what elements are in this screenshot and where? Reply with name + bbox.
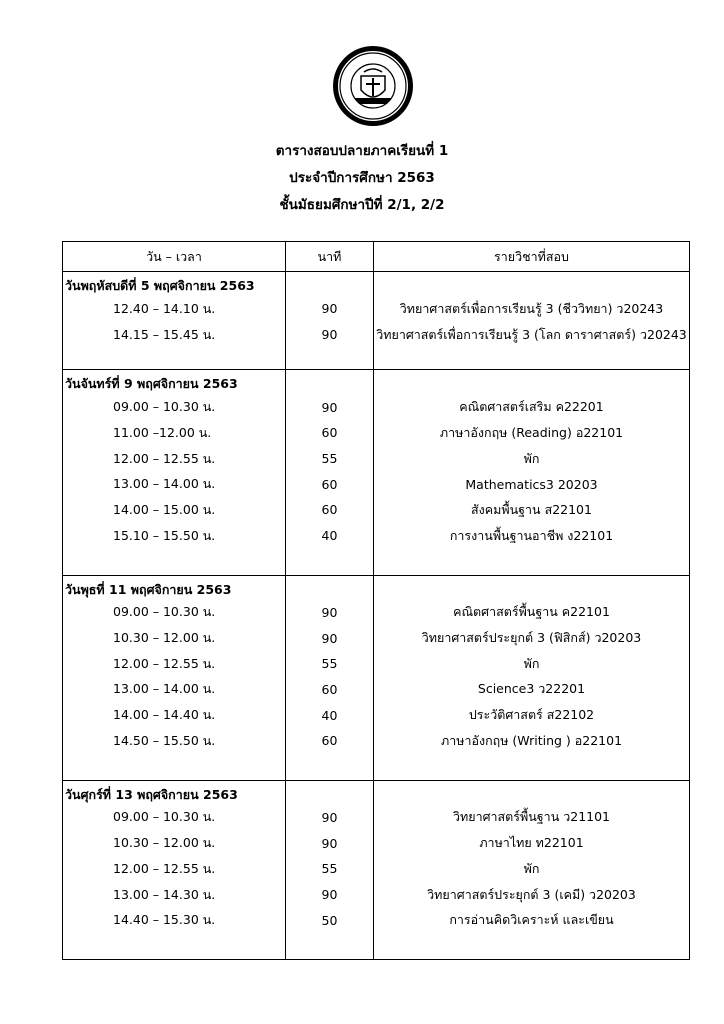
exam-subject: สังคมพื้นฐาน ส22101 xyxy=(374,497,690,523)
exam-minutes: 90 xyxy=(286,322,374,348)
exam-row xyxy=(63,882,690,908)
exam-row xyxy=(63,420,690,446)
exam-minutes: 90 xyxy=(286,805,374,831)
empty-cell xyxy=(63,933,286,960)
header-day-time: วัน – เวลา xyxy=(63,242,286,272)
day-label: วันจันทร์ที่ 9 พฤศจิกายน 2563 xyxy=(63,370,286,395)
exam-minutes: 90 xyxy=(286,296,374,322)
empty-cell xyxy=(286,272,374,297)
exam-time: 09.00 – 10.30 น. xyxy=(63,394,286,420)
empty-cell xyxy=(374,933,690,960)
exam-subject: พัก xyxy=(374,651,690,677)
academic-year: ประจำปีการศึกษา 2563 xyxy=(289,170,435,186)
empty-cell xyxy=(286,780,374,805)
exam-subject: ประวัติศาสตร์ ส22102 xyxy=(374,702,690,728)
exam-row xyxy=(63,446,690,472)
exam-time: 12.00 – 12.55 น. xyxy=(63,651,286,677)
exam-time: 11.00 –12.00 น. xyxy=(63,420,286,446)
exam-subject: พัก xyxy=(374,446,690,472)
exam-subject: Science3 ว22201 xyxy=(374,677,690,703)
empty-cell xyxy=(374,549,690,576)
exam-subject: คณิตศาสตร์เสริม ค22201 xyxy=(374,394,690,420)
day-label: วันพุธที่ 11 พฤศจิกายน 2563 xyxy=(63,575,286,600)
exam-subject: วิทยาศาสตร์พื้นฐาน ว21101 xyxy=(374,805,690,831)
exam-subject: วิทยาศาสตร์ประยุกต์ 3 (เคมี) ว20203 xyxy=(374,882,690,908)
exam-row xyxy=(63,651,690,677)
exam-row xyxy=(63,625,690,651)
exam-subject: วิทยาศาสตร์เพื่อการเรียนรู้ 3 (โลก ดาราศาสตร์) ว20243 xyxy=(374,322,690,348)
exam-time: 14.15 – 15.45 น. xyxy=(63,322,286,348)
day-row xyxy=(63,780,690,805)
day-separator xyxy=(63,933,690,960)
day-row xyxy=(63,370,690,395)
exam-minutes: 55 xyxy=(286,651,374,677)
exam-time: 14.00 – 15.00 น. xyxy=(63,497,286,523)
exam-row xyxy=(63,805,690,831)
day-row xyxy=(63,272,690,297)
exam-row xyxy=(63,523,690,549)
exam-minutes: 55 xyxy=(286,856,374,882)
day-label: วันศุกร์ที่ 13 พฤศจิกายน 2563 xyxy=(63,780,286,805)
empty-cell xyxy=(286,347,374,370)
exam-row xyxy=(63,856,690,882)
exam-subject: Mathematics3 20203 xyxy=(374,471,690,497)
exam-time: 12.40 – 14.10 น. xyxy=(63,296,286,322)
empty-cell xyxy=(374,370,690,395)
exam-row xyxy=(63,728,690,754)
exam-schedule-table xyxy=(62,241,690,960)
exam-time: 12.00 – 12.55 น. xyxy=(63,446,286,472)
header-subject: รายวิชาที่สอบ xyxy=(374,242,690,272)
exam-row xyxy=(63,830,690,856)
table-header-row xyxy=(63,242,690,272)
exam-subject: คณิตศาสตร์พื้นฐาน ค22101 xyxy=(374,600,690,626)
exam-row xyxy=(63,600,690,626)
exam-subject: ภาษาอังกฤษ (Reading) อ22101 xyxy=(374,420,690,446)
exam-minutes: 60 xyxy=(286,471,374,497)
exam-row xyxy=(63,907,690,933)
day-separator xyxy=(63,347,690,370)
exam-minutes: 90 xyxy=(286,394,374,420)
exam-minutes: 90 xyxy=(286,882,374,908)
exam-minutes: 55 xyxy=(286,446,374,472)
empty-cell xyxy=(63,754,286,781)
empty-cell xyxy=(63,549,286,576)
exam-title: ตารางสอบปลายภาคเรียนที่ 1 xyxy=(275,143,449,159)
exam-subject: วิทยาศาสตร์เพื่อการเรียนรู้ 3 (ชีววิทยา) ว20243 xyxy=(374,296,690,322)
empty-cell xyxy=(286,933,374,960)
day-row xyxy=(63,575,690,600)
exam-minutes: 60 xyxy=(286,497,374,523)
exam-time: 13.00 – 14.00 น. xyxy=(63,471,286,497)
empty-cell xyxy=(286,575,374,600)
exam-minutes: 60 xyxy=(286,420,374,446)
day-separator xyxy=(63,549,690,576)
empty-cell xyxy=(286,754,374,781)
empty-cell xyxy=(374,780,690,805)
exam-subject: ภาษาไทย ท22101 xyxy=(374,830,690,856)
empty-cell xyxy=(374,347,690,370)
exam-subject: การงานพื้นฐานอาชีพ ง22101 xyxy=(374,523,690,549)
exam-row xyxy=(63,471,690,497)
exam-row xyxy=(63,677,690,703)
exam-row xyxy=(63,702,690,728)
day-label: วันพฤหัสบดีที่ 5 พฤศจิกายน 2563 xyxy=(63,272,286,297)
exam-minutes: 60 xyxy=(286,677,374,703)
exam-minutes: 60 xyxy=(286,728,374,754)
exam-row xyxy=(63,394,690,420)
exam-time: 09.00 – 10.30 น. xyxy=(63,600,286,626)
exam-row xyxy=(63,296,690,322)
exam-minutes: 90 xyxy=(286,600,374,626)
empty-cell xyxy=(286,549,374,576)
empty-cell xyxy=(374,754,690,781)
exam-row xyxy=(63,322,690,348)
grade-level: ชั้นมัธยมศึกษาปีที่ 2/1, 2/2 xyxy=(279,197,445,213)
header-minutes: นาที xyxy=(286,242,374,272)
exam-time: 10.30 – 12.00 น. xyxy=(63,830,286,856)
empty-cell xyxy=(63,347,286,370)
exam-subject: พัก xyxy=(374,856,690,882)
exam-time: 13.00 – 14.00 น. xyxy=(63,677,286,703)
exam-subject: ภาษาอังกฤษ (Writing ) อ22101 xyxy=(374,728,690,754)
exam-subject: การอ่านคิดวิเคราะห์ และเขียน xyxy=(374,907,690,933)
exam-minutes: 50 xyxy=(286,907,374,933)
exam-time: 14.50 – 15.50 น. xyxy=(63,728,286,754)
exam-time: 15.10 – 15.50 น. xyxy=(63,523,286,549)
exam-minutes: 90 xyxy=(286,625,374,651)
day-separator xyxy=(63,754,690,781)
exam-time: 14.40 – 15.30 น. xyxy=(63,907,286,933)
exam-minutes: 40 xyxy=(286,702,374,728)
exam-time: 14.00 – 14.40 น. xyxy=(63,702,286,728)
exam-row xyxy=(63,497,690,523)
exam-subject: วิทยาศาสตร์ประยุกต์ 3 (ฟิสิกส์) ว20203 xyxy=(374,625,690,651)
exam-time: 10.30 – 12.00 น. xyxy=(63,625,286,651)
empty-cell xyxy=(286,370,374,395)
exam-time: 13.00 – 14.30 น. xyxy=(63,882,286,908)
exam-time: 09.00 – 10.30 น. xyxy=(63,805,286,831)
empty-cell xyxy=(374,575,690,600)
exam-minutes: 90 xyxy=(286,830,374,856)
school-logo xyxy=(331,44,415,128)
exam-minutes: 40 xyxy=(286,523,374,549)
document-title-block xyxy=(0,138,724,219)
empty-cell xyxy=(374,272,690,297)
exam-time: 12.00 – 12.55 น. xyxy=(63,856,286,882)
